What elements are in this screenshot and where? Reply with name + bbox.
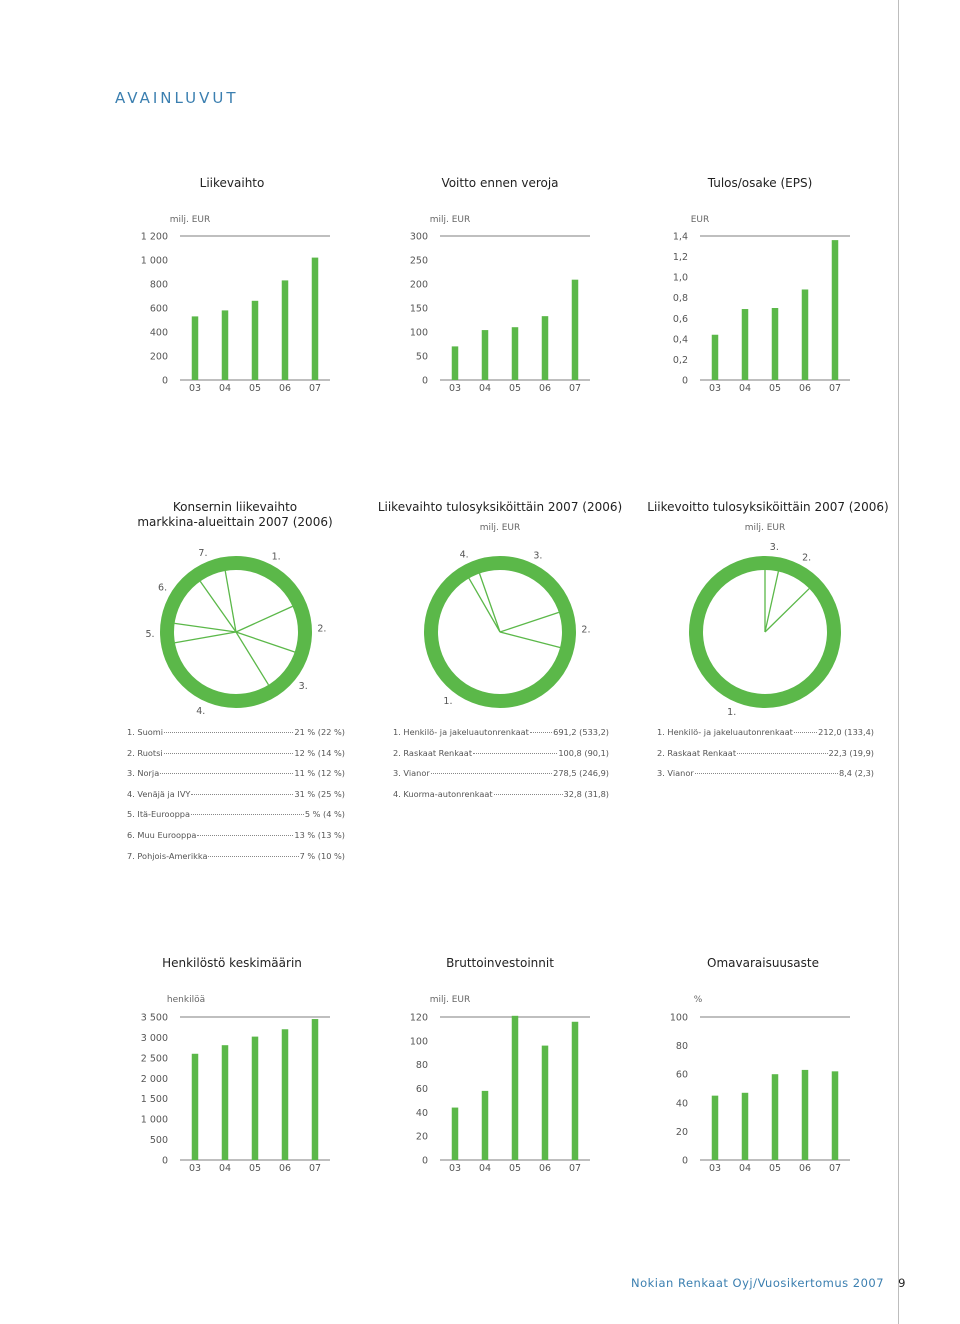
legend-label: 7. Pohjois-Amerikka <box>127 850 208 861</box>
slice-label: 2. <box>802 552 812 564</box>
y-tick-label: 20 <box>415 1131 428 1143</box>
y-tick-label: 0 <box>421 1155 428 1167</box>
slice-label: 1. <box>727 706 737 718</box>
slice-label: 1. <box>443 695 453 707</box>
y-tick-label: 250 <box>409 255 428 267</box>
y-tick-label: 80 <box>675 1041 688 1053</box>
x-tick-label: 07 <box>308 1163 322 1174</box>
y-tick-label: 200 <box>409 279 428 291</box>
x-tick-label: 07 <box>308 383 322 394</box>
legend-value: 212,0 (133,4) <box>818 727 874 737</box>
x-tick-label: 03 <box>188 1163 202 1174</box>
legend-label: 3. Vianor <box>657 768 694 779</box>
x-tick-label: 05 <box>768 1163 782 1174</box>
slice-label: 6. <box>158 582 168 594</box>
y-tick-label: 1,0 <box>672 272 688 284</box>
legend-label: 6. Muu Eurooppa <box>127 830 197 840</box>
legend-label: 1. Henkilö- ja jakeluautonrenkaat <box>657 727 793 737</box>
page-number: 9 <box>898 1276 906 1290</box>
legend-value: 100,8 (90,1) <box>558 747 609 758</box>
y-tick-label: 0,4 <box>672 334 688 346</box>
x-tick-label: 07 <box>828 383 842 394</box>
unit-eps: EUR <box>690 215 710 225</box>
legend-value: 7 % (10 %) <box>299 850 345 861</box>
footer-text: Nokian Renkaat Oyj/Vuosikertomus 2007 <box>631 1276 885 1290</box>
bar <box>742 1093 749 1160</box>
y-tick-label: 1 200 <box>140 231 168 243</box>
slice-label: 7. <box>198 548 208 560</box>
legend-value: 278,5 (246,9) <box>553 768 609 779</box>
y-tick-label: 0 <box>421 375 428 387</box>
x-tick-label: 06 <box>278 1163 292 1174</box>
chart-title-eps: Tulos/osake (EPS) <box>707 176 813 190</box>
legend-value: 5 % (4 %) <box>304 809 345 820</box>
x-tick-label: 05 <box>768 383 782 394</box>
x-tick-label: 03 <box>188 383 202 394</box>
bar <box>712 1096 719 1160</box>
unit-liikevaihto-tulos: milj. EUR <box>479 523 521 533</box>
y-tick-label: 600 <box>149 303 168 315</box>
y-tick-label: 40 <box>675 1098 688 1110</box>
legend-value: 22,3 (19,9) <box>828 747 874 758</box>
x-tick-label: 03 <box>708 1163 722 1174</box>
y-tick-label: 100 <box>409 327 428 339</box>
legend-label: 2. Ruotsi <box>127 747 163 758</box>
y-tick-label: 300 <box>409 231 428 243</box>
y-tick-label: 20 <box>675 1126 688 1138</box>
y-tick-label: 150 <box>409 303 428 315</box>
y-tick-label: 0 <box>681 1155 688 1167</box>
legend-label: 1. Henkilö- ja jakeluautonrenkaat <box>393 727 529 737</box>
chart-title-liikevaihto: Liikevaihto <box>199 176 265 190</box>
y-tick-label: 500 <box>149 1135 168 1147</box>
y-tick-label: 100 <box>669 1012 688 1024</box>
legend-value: 8,4 (2,3) <box>838 768 874 779</box>
y-tick-label: 50 <box>415 351 428 363</box>
x-tick-label: 04 <box>478 383 492 394</box>
slice-label: 4. <box>196 705 206 717</box>
legend-value: 32,8 (31,8) <box>563 788 609 799</box>
x-tick-label: 05 <box>508 1163 522 1174</box>
legend-value: 31 % (25 %) <box>294 788 345 799</box>
y-tick-label: 3 000 <box>140 1032 168 1044</box>
y-tick-label: 1,2 <box>672 252 688 264</box>
bar <box>802 1070 809 1160</box>
x-tick-label: 06 <box>538 383 552 394</box>
legend-label: 4. Kuorma-autonrenkaat <box>393 788 493 799</box>
legend-label: 2. Raskaat Renkaat <box>393 747 473 758</box>
legend-label: 4. Venäjä ja IVY <box>127 788 191 799</box>
y-tick-label: 120 <box>409 1012 428 1024</box>
unit-henkilosto: henkilöä <box>166 995 206 1005</box>
x-tick-label: 03 <box>708 383 722 394</box>
y-tick-label: 0 <box>161 1155 168 1167</box>
x-tick-label: 03 <box>448 383 462 394</box>
legend-label: 5. Itä-Eurooppa <box>127 809 190 820</box>
chart-title-omavaraisuus: Omavaraisuusaste <box>707 956 819 970</box>
y-tick-label: 80 <box>415 1060 428 1072</box>
legend-value: 21 % (22 %) <box>294 727 345 737</box>
x-tick-label: 04 <box>478 1163 492 1174</box>
y-tick-label: 0,6 <box>672 313 688 325</box>
x-tick-label: 06 <box>278 383 292 394</box>
slice-label: 3. <box>769 542 779 554</box>
legend-label: 2. Raskaat Renkaat <box>657 747 737 758</box>
y-tick-label: 1 500 <box>140 1094 168 1106</box>
x-tick-label: 04 <box>738 1163 752 1174</box>
slice-label: 3. <box>298 681 308 693</box>
legend-label: 3. Norja <box>127 768 160 779</box>
y-tick-label: 1 000 <box>140 255 168 267</box>
y-tick-label: 60 <box>415 1084 428 1095</box>
chart-title-investoinnit: Bruttoinvestoinnit <box>446 956 554 970</box>
y-tick-label: 0 <box>681 375 688 387</box>
unit-liikevoitto-tulos: milj. EUR <box>744 523 786 533</box>
chart-title-liikevaihto-tulos: Liikevaihto tulosyksiköittäin 2007 (2006) <box>377 500 623 514</box>
chart-title-markkina-line2: markkina-alueittain 2007 (2006) <box>137 515 333 529</box>
chart-title-liikevoitto-tulos: Liikevoitto tulosyksiköittäin 2007 (2006) <box>647 500 889 514</box>
x-tick-label: 04 <box>218 1163 232 1174</box>
chart-title-markkina-line1: Konsernin liikevaihto <box>172 500 298 514</box>
y-tick-label: 2 500 <box>140 1053 168 1065</box>
x-tick-label: 07 <box>568 383 582 394</box>
unit-investoinnit: milj. EUR <box>429 995 471 1005</box>
y-tick-label: 200 <box>149 351 168 363</box>
slice-label: 5. <box>145 629 155 641</box>
y-tick-label: 60 <box>675 1069 688 1081</box>
footer <box>631 1276 906 1290</box>
legend-value: 11 % (12 %) <box>294 768 345 779</box>
x-tick-label: 06 <box>798 383 812 394</box>
legend-value: 12 % (14 %) <box>294 747 345 758</box>
y-tick-label: 1 000 <box>140 1114 168 1126</box>
chart-title-voitto: Voitto ennen veroja <box>441 176 559 190</box>
legend-value: 691,2 (533,2) <box>553 727 609 737</box>
bar <box>772 1074 779 1160</box>
x-tick-label: 07 <box>568 1163 582 1174</box>
y-tick-label: 3 500 <box>140 1012 168 1024</box>
slice-label: 2. <box>581 624 591 636</box>
legend-label: 1. Suomi <box>127 727 164 737</box>
y-tick-label: 800 <box>149 279 168 291</box>
x-tick-label: 06 <box>538 1163 552 1174</box>
section-title: AVAINLUVUT <box>115 89 239 107</box>
y-tick-label: 0,8 <box>672 293 688 305</box>
slice-label: 3. <box>533 550 543 562</box>
x-tick-label: 06 <box>798 1163 812 1174</box>
x-tick-label: 05 <box>508 383 522 394</box>
legend-label: 3. Vianor <box>393 768 430 779</box>
unit-liikevaihto: milj. EUR <box>169 215 211 225</box>
y-tick-label: 100 <box>409 1036 428 1048</box>
slice-label: 4. <box>459 549 469 561</box>
x-tick-label: 07 <box>828 1163 842 1174</box>
unit-voitto: milj. EUR <box>429 215 471 225</box>
slice-label: 2. <box>317 623 327 635</box>
x-tick-label: 05 <box>248 383 262 394</box>
chart-title-henkilosto: Henkilöstö keskimäärin <box>162 956 302 970</box>
unit-omavaraisuus: % <box>693 995 703 1005</box>
y-tick-label: 40 <box>415 1107 428 1119</box>
slice-label: 1. <box>271 551 281 563</box>
y-tick-label: 400 <box>149 327 168 339</box>
bar <box>832 1071 839 1160</box>
y-tick-label: 1,4 <box>672 231 688 243</box>
x-tick-label: 03 <box>448 1163 462 1174</box>
legend-value: 13 % (13 %) <box>294 830 345 840</box>
y-tick-label: 0,2 <box>672 354 688 366</box>
x-tick-label: 05 <box>248 1163 262 1174</box>
y-tick-label: 0 <box>161 375 168 387</box>
y-tick-label: 2 000 <box>140 1073 168 1085</box>
x-tick-label: 04 <box>738 383 752 394</box>
x-tick-label: 04 <box>218 383 232 394</box>
